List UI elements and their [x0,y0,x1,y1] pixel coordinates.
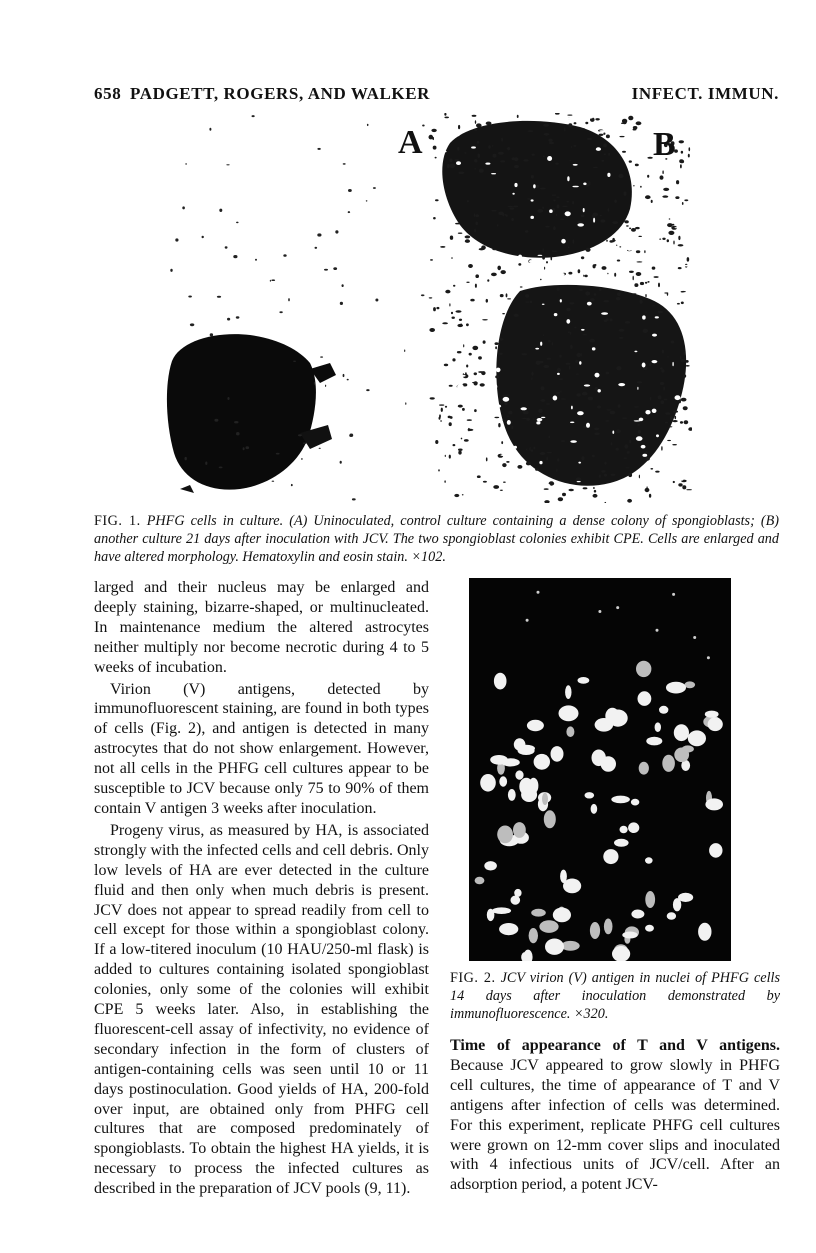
figure-2-image [469,578,731,961]
paragraph: Virion (V) antigens, detected by immunofluorescent staining, are found in both types of cells (Fig. 2), and antigen is detected in many astrocytes that do not show enlargement. However, not all cells in the PHFG cell cultures appear to be susceptible to JCV because only 75 to 90% of them contain V antigen 3 weeks after inoculation. [94,680,429,817]
page-number: 658 [94,84,122,103]
figure-2-caption-text: JCV virion (V) antigen in nuclei of PHFG cells 14 days after inoculation demonstrated by immunofluorescence. ×320. [450,970,780,1023]
figure-1-caption [94,512,779,566]
section-text: Because JCV appeared to grow slowly in PHFG cell cultures, the time of appearance of T and V antigens after infection of cells was determined. For this experiment, replicate PHFG cell cultures were grown on 12-mm cover slips and inoculated with 4 infectious units of JCV/cell. After an adsorption period, a potent JCV- [450,1056,780,1194]
figure-1-micrograph [160,113,692,503]
paragraph: larged and their nucleus may be enlarged and deeply staining, bizarre-shaped, or multinucleated. In maintenance medium the altered astrocytes neither multiply nor become necrotic during 4 to 5 weeks of incubation. [94,579,429,676]
running-head-journal: INFECT. IMMUN. [631,84,779,103]
figure-1-caption-label: FIG. 1. [94,513,141,529]
running-head [94,84,779,106]
paragraph [450,1036,780,1195]
figure-2-caption [450,969,780,1024]
running-head-authors: PADGETT, ROGERS, AND WALKER [130,84,431,103]
figure-2-caption-label: FIG. 2. [450,970,496,986]
figure-1-caption-text: PHFG cells in culture. (A) Uninoculated, control culture containing a dense colony of spongioblasts; (B) another culture 21 days after inoculation with JCV. The two spongioblast colonies exhibit CPE. Cells are enlarged and have altered morphology. Hematoxylin and eosin stain. ×102. [94,513,780,565]
figure-1-image [160,113,692,503]
section-heading: Time of appearance of T and V antigens. [450,1037,780,1054]
left-column [94,578,429,1199]
panel-b-label: B [653,126,676,163]
paragraph: Progeny virus, as measured by HA, is associated strongly with the infected cells and cell debris. Only low levels of HA are ever detected in the culture fluid and then only when much debris is present. JCV does not appear to spread readily from cell to cell except for those within a spongioblast colony. If a low-titered inoculum (10 HAU/250-ml flask) is added to cultures containing isolated spongioblast colonies, only some of the colonies will exhibit CPE 5 weeks later. Also, in establishing the fluorescent-cell assay of infectivity, no evidence of secondary infection in the form of clusters of antigen-containing cells was seen until 10 or 11 days postinoculation. Good yields of HA, 200-fold over input, are obtained only from PHFG cell cultures that are composed predominately of spongioblasts. To obtain the highest HA yields, it is necessary to process the infected cultures as described in the preparation of JCV pools (9, 11). [94,821,429,1198]
panel-a-label: A [398,124,423,161]
figure-2-micrograph [469,578,731,961]
right-column [450,1036,780,1195]
